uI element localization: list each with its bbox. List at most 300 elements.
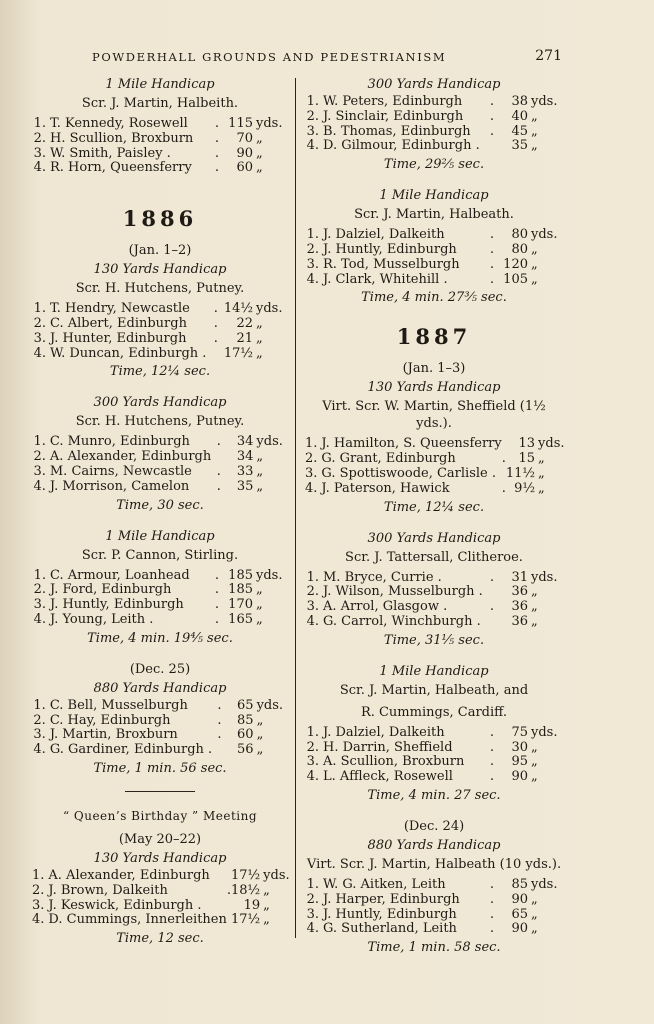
result-row [32,302,288,317]
handicap-unit: „ [256,611,263,627]
scratch-line: Scr. J. Tattersall, Clitheroe. [345,549,523,565]
place-number: 4. [33,742,46,758]
handicap-unit: yds. [256,301,283,317]
results-table [305,726,563,785]
runner-name: D. Cummings, Innerleithen [48,912,227,928]
place-number: 4. [306,138,319,154]
leader-dot: . [489,569,495,585]
runner-name: G. Grant, Edinburgh [321,451,456,467]
result-row [305,273,563,288]
page-number: 271 [535,48,562,64]
result-row [32,714,288,729]
meeting-title: “ Queen’s Birthday ” Meeting [62,808,258,823]
event-date: (Dec. 25) [129,661,191,677]
place-number: 2. [306,739,319,755]
scratch-line: Scr. H. Hutchens, Putney. [75,281,245,297]
place-number: 3. [305,465,318,481]
leader-dot [211,450,226,465]
result-row [32,613,288,628]
handicap-unit: „ [531,739,538,755]
section-rule [125,791,195,792]
handicap-unit: „ [256,449,264,465]
place-number: 3. [33,727,46,743]
runner-name: R. Horn, Queensferry [50,160,192,176]
handicap-unit: yds. [256,697,284,713]
handicap-value: 17½ [231,867,261,883]
year-heading: 1887 [396,324,472,350]
runner-name: G. Gardiner, Edinburgh . [49,742,213,758]
handicap-value: 65 [511,906,528,922]
runner-name: J. Hunter, Edinburgh [50,330,187,346]
leader-dot: . [489,739,495,755]
handicap-unit: yds. [531,724,558,740]
handicap-value: 30 [511,739,528,755]
result-row [32,435,288,450]
result-row [305,258,563,273]
leader-dot: . [214,160,220,176]
place-number: 3. [33,597,46,613]
place-number: 1. [306,569,319,585]
leader-dot [484,585,500,600]
place-number: 2. [305,451,318,467]
runner-name: J. Dalziel, Dalkeith [323,724,445,740]
winning-time: Time, 30 sec. [116,497,204,513]
handicap-value: 80 [511,241,528,257]
result-row [32,147,288,162]
handicap-unit: „ [531,754,538,770]
result-row [305,922,563,937]
runner-name: J. Hamilton, S. Queensferry [321,436,502,452]
leader-dot: . [226,882,231,898]
handicap-value: 19 [243,897,261,913]
place-number: 4. [305,480,318,496]
place-number: 2. [33,130,46,146]
winning-time: Time, 12¼ sec. [109,364,211,380]
result-row [32,869,290,884]
handicap-value: 90 [511,891,528,907]
result-block [32,76,288,188]
runner-name: A. Arrol, Glasgow . [323,599,448,615]
scratch-line: Scr. J. Martin, Halbeith. [81,96,239,111]
handicap-value: 185 [228,567,253,583]
handicap-unit: „ [531,138,538,154]
result-row [305,585,563,600]
runner-name: H. Scullion, Broxburn [50,130,194,146]
handicap-value: 38 [511,94,528,109]
result-block [32,394,288,513]
results-table [32,117,288,176]
handicap-value: 9½ [514,480,536,496]
place-number: 2. [33,582,46,598]
place-number: 2. [33,712,46,728]
place-number: 2. [306,891,319,907]
handicap-unit: yds. [531,876,558,892]
results-table [305,878,563,937]
place-number: 3. [33,330,46,346]
runner-name: C. Bell, Musselburgh [49,697,188,713]
leader-dot: . [214,130,220,146]
result-row [32,598,288,613]
place-number: 4. [33,611,46,627]
handicap-unit: „ [538,451,545,467]
handicap-unit: yds. [263,867,290,883]
leader-dot: . [214,611,220,627]
handicap-value: 17½ [223,345,253,361]
handicap-value: 35 [511,138,528,154]
handicap-unit: „ [256,597,263,613]
scratch-line: Virt. Scr. W. Martin, Sheffield (1½ yds.). [322,399,546,432]
handicap-unit: „ [531,256,538,272]
runner-name: J. Sinclair, Edinburgh [323,108,464,124]
place-number: 4. [33,160,46,176]
runner-name: C. Armour, Loanhead [50,567,190,583]
result-row [32,569,288,584]
result-block [305,360,563,515]
handicap-value: 60 [236,160,253,176]
runner-name: M. Cairns, Newcastle [49,463,192,479]
runner-name: A. Scullion, Broxburn [323,754,465,770]
handicap-unit: „ [263,912,270,928]
handicap-unit: „ [256,160,263,176]
results-table [32,569,288,628]
result-row [305,741,563,756]
result-block [305,663,563,804]
column-divider [295,78,296,938]
handicap-value: 34 [236,434,254,450]
result-row [32,161,288,176]
runner-name: J. Martin, Broxburn [49,727,178,743]
runner-name: T. Kennedy, Rosewell [50,116,188,131]
runner-name: J. Wilson, Musselburgh . [323,584,483,600]
event-date: (Jan. 1–2) [128,243,192,259]
event-title: 880 Yards Handicap [367,837,501,853]
runner-name: G. Spottiswoode, Carlisle . [321,465,496,481]
leader-dot: . [489,256,495,272]
leader-dot: . [216,463,221,479]
leader-dot: . [217,727,222,743]
place-number: 3. [306,754,319,770]
place-number: 3. [306,906,319,922]
runner-name: R. Tod, Musselburgh [323,256,460,272]
handicap-unit: „ [531,584,538,600]
result-row [305,571,563,586]
leader-dot: . [489,724,495,740]
leader-dot [484,139,500,154]
handicap-unit: yds. [256,567,283,583]
results-table [305,571,563,630]
handicap-value: 33 [236,463,254,479]
year-heading: 1886 [122,206,198,232]
handicap-unit: „ [256,712,264,728]
runner-name: M. Bryce, Currie . [323,569,442,585]
leader-dot: . [214,582,220,598]
left-column [32,76,288,961]
runner-name: J. Huntly, Edinburgh [323,906,457,922]
handicap-value: 45 [511,123,528,139]
leader-dot: . [501,480,506,496]
result-row [32,913,290,928]
event-title: 300 Yards Handicap [367,530,501,546]
runner-name: J. Dalziel, Dalkeith [323,227,445,243]
place-number: 1. [33,301,46,317]
handicap-value: 85 [237,712,254,728]
handicap-value: 18½ [231,882,261,898]
runner-name: J. Brown, Dalkeith [48,882,168,898]
runner-name: C. Munro, Edinburgh [49,434,190,450]
winning-time: Time, 29⅖ sec. [383,157,485,173]
result-block [305,818,563,956]
runner-name: B. Thomas, Edinburgh [323,123,471,139]
results-table [32,869,290,928]
result-row [305,110,563,125]
leader-dot: . [489,754,495,770]
leader-dot: . [489,227,495,243]
handicap-unit: „ [531,241,538,257]
handicap-value: 90 [511,769,528,785]
event-date: (Jan. 1–3) [402,361,466,377]
leader-dot: . [214,145,220,161]
scratch-line: R. Cummings, Cardiff. [360,704,508,720]
result-row [305,726,563,741]
handicap-unit: yds. [538,436,565,452]
runner-name: D. Gilmour, Edinburgh . [323,138,480,154]
winning-time: Time, 1 min. 58 sec. [367,940,501,956]
handicap-unit: yds. [531,569,558,585]
place-number: 3. [306,256,319,272]
place-number: 3. [306,123,319,139]
place-number: 2. [306,241,319,257]
result-row [32,699,288,714]
result-row [32,480,288,495]
place-number: 4. [306,769,319,785]
running-header [92,50,562,70]
place-number: 3. [306,599,319,615]
handicap-value: 70 [236,130,253,146]
place-number: 3. [33,463,46,479]
place-number: 1. [33,116,46,131]
result-block [305,530,563,649]
result-row [305,228,563,243]
leader-dot [212,743,227,758]
winning-time: Time, 12 sec. [116,931,204,947]
handicap-unit: „ [256,345,263,361]
runner-name: W. G. Aitken, Leith [323,876,446,892]
handicap-unit: „ [256,130,263,146]
results-table [32,699,288,758]
handicap-value: 21 [236,330,253,346]
leader-dot: . [489,94,495,109]
leader-dot: . [489,876,495,892]
handicap-unit: „ [531,891,538,907]
event-date: (Dec. 24) [403,818,465,834]
place-number: 2. [306,108,319,124]
result-row [305,243,563,258]
runner-name: J. Harper, Edinburgh [323,891,460,907]
leader-dot [484,615,500,630]
handicap-value: 75 [511,724,528,740]
leader-dot [208,347,224,362]
result-row [32,132,288,147]
handicap-value: 170 [228,597,253,613]
leader-dot: . [489,241,495,257]
runner-name: J. Huntly, Edinburgh [323,241,457,257]
place-number: 4. [32,912,45,928]
runner-name: W. Duncan, Edinburgh . [50,345,207,361]
result-row [305,437,565,452]
result-row [32,332,288,347]
result-row [305,139,563,154]
result-row [32,728,288,743]
handicap-unit: „ [256,330,263,346]
handicap-unit: „ [531,108,538,124]
runner-name: W. Smith, Paisley . [50,145,171,161]
result-row [305,95,563,110]
handicap-value: 90 [236,145,253,161]
place-number: 4. [33,345,46,361]
result-block [32,242,288,380]
handicap-unit: „ [263,897,270,913]
runner-name: C. Albert, Edinburgh [50,315,187,331]
result-row [32,450,288,465]
result-row [305,600,563,615]
leader-dot: . [216,478,221,494]
leader-dot: . [217,712,222,728]
result-row [305,908,563,923]
event-title: 130 Yards Handicap [367,380,501,396]
handicap-unit: „ [531,599,538,615]
event-title: 130 Yards Handicap [93,850,227,866]
event-title: 1 Mile Handicap [379,663,489,679]
result-row [32,884,290,899]
results-table [32,302,288,361]
place-number: 3. [32,897,45,913]
place-number: 3. [33,145,46,161]
leader-dot: . [489,921,495,937]
result-block [32,528,288,647]
handicap-value: 90 [511,921,528,937]
result-row [32,317,288,332]
winning-time: Time, 4 min. 27⅗ sec. [361,290,507,306]
handicap-value: 60 [237,727,254,743]
result-row [305,878,563,893]
place-number: 4. [306,921,319,937]
handicap-value: 165 [228,611,253,627]
result-row [32,743,288,758]
runner-name: G. Sutherland, Leith [323,921,457,937]
runner-name: J. Huntly, Edinburgh [50,597,184,613]
handicap-value: 15 [518,451,536,467]
leader-dot: . [216,434,221,450]
scratch-line: Scr. H. Hutchens, Putney. [75,414,245,430]
handicap-value: 56 [237,742,254,758]
winning-time: Time, 1 min. 56 sec. [93,760,227,776]
scratch-line: Virt. Scr. J. Martin, Halbeath (10 yds.). [306,856,562,872]
handicap-value: 36 [511,613,528,629]
handicap-unit: yds. [256,434,283,450]
event-title: 1 Mile Handicap [379,188,489,204]
handicap-unit: „ [256,463,264,479]
handicap-value: 35 [236,478,254,494]
runner-name: J. Paterson, Hawick [321,480,450,496]
result-row [305,893,563,908]
handicap-value: 14½ [223,301,253,317]
leader-dot: . [489,271,495,287]
event-title: 1 Mile Handicap [105,528,215,544]
handicap-unit: „ [256,727,264,743]
place-number: 1. [306,94,319,109]
place-number: 2. [32,882,45,898]
result-row [305,770,563,785]
leader-dot: . [213,330,218,346]
winning-time: Time, 4 min. 19⅘ sec. [87,630,233,646]
leader-dot: . [489,769,495,785]
event-title: 1 Mile Handicap [105,77,215,92]
leader-dot: . [214,116,220,131]
handicap-unit: yds. [531,94,558,109]
runner-name: J. Ford, Edinburgh [50,582,172,598]
place-number: 1. [306,724,319,740]
place-number: 1. [33,697,46,713]
result-row [305,755,563,770]
handicap-unit: yds. [531,227,558,243]
handicap-unit: „ [256,742,264,758]
event-title: 300 Yards Handicap [93,395,227,411]
place-number: 1. [32,867,45,883]
handicap-value: 120 [503,256,528,272]
handicap-value: 95 [511,754,528,770]
result-block [305,187,563,306]
place-number: 2. [306,584,319,600]
leader-dot: . [213,315,218,331]
leader-dot: . [501,451,506,467]
place-number: 1. [33,567,46,583]
results-table [305,437,565,496]
leader-dot: . [489,123,495,139]
results-table [305,95,563,154]
place-number: 1. [305,436,318,452]
scratch-line: Scr. J. Martin, Halbeath. [354,207,514,223]
handicap-unit: „ [256,478,264,494]
event-title: 300 Yards Handicap [367,77,501,92]
handicap-value: 17½ [231,912,261,928]
handicap-value: 105 [503,271,528,287]
handicap-value: 36 [511,599,528,615]
leader-dot: . [214,597,220,613]
runner-name: H. Darrin, Sheffield [323,739,453,755]
result-row [305,482,565,497]
event-date: (May 20–22) [118,831,202,847]
leader-dot: . [217,697,222,713]
runner-name: J. Keswick, Edinburgh . [48,897,202,913]
result-row [305,125,563,140]
handicap-unit: „ [531,906,538,922]
handicap-value: 36 [511,584,528,600]
leader-dot: . [489,599,495,615]
handicap-unit: „ [531,613,538,629]
handicap-unit: „ [256,582,263,598]
handicap-value: 185 [228,582,253,598]
handicap-value: 85 [511,876,528,892]
result-row [305,452,565,467]
result-row [305,467,565,482]
handicap-value: 31 [511,569,528,585]
leader-dot: . [489,906,495,922]
winning-time: Time, 4 min. 27 sec. [367,787,501,803]
leader-dot: . [489,108,495,124]
handicap-value: 40 [511,108,528,124]
place-number: 4. [306,271,319,287]
handicap-value: 11½ [505,465,536,481]
